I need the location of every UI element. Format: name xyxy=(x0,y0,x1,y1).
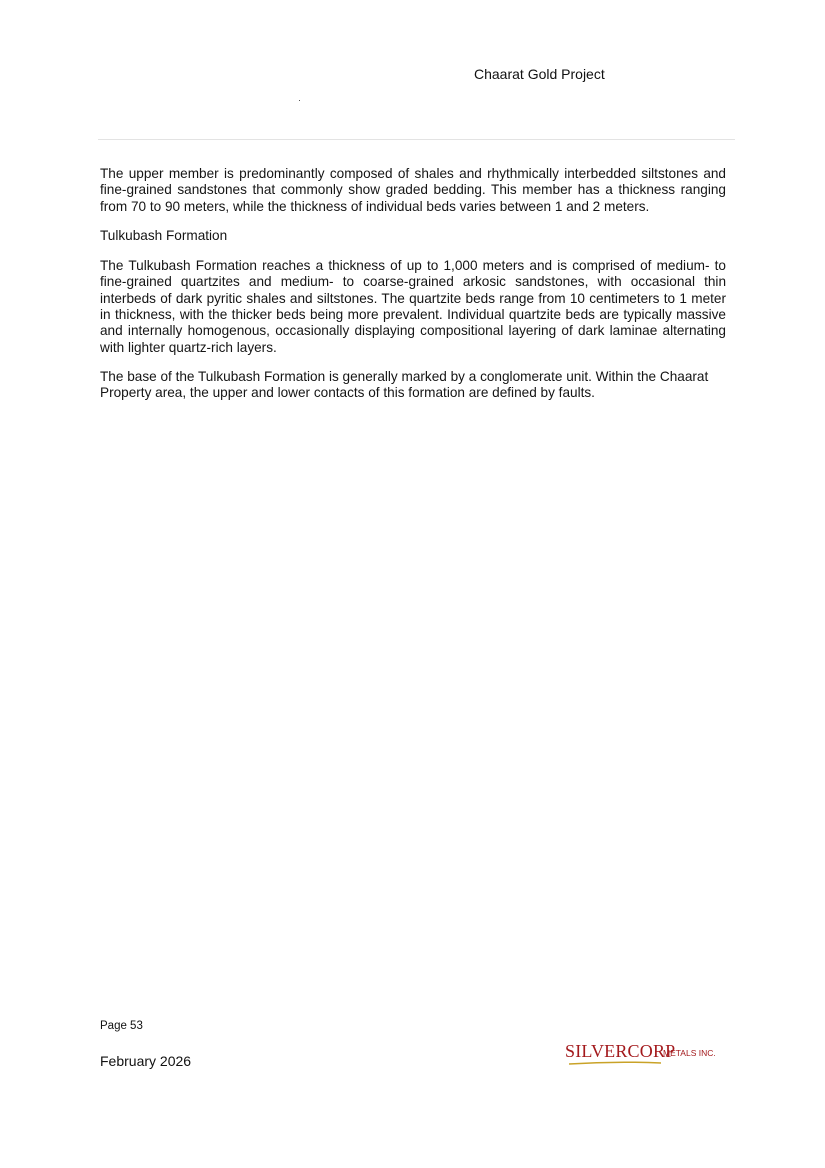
paragraph-tulkubash-description: The Tulkubash Formation reaches a thickness of up to 1,000 meters and is comprised of medium- to fine-grained quartzites and medium- to coarse-grained arkosic sandstones, with occasional thin interbeds of dark pyritic shales and siltstones. The quartzite beds range from 10 centimeters to 1 meter in thickness, with the thicker beds being more prevalent. Individual quartzite beds are typically massive and internally homogenous, occasionally displaying compositional layering of dark laminae alternating with lighter quartz-rich layers. xyxy=(100,258,726,355)
document-date: February 2026 xyxy=(100,1053,192,1069)
document-body xyxy=(100,166,726,415)
header-dot-mark xyxy=(299,100,300,101)
logo-subtitle: METALS INC. xyxy=(663,1048,716,1058)
header-divider xyxy=(98,139,735,140)
header-project-title: Chaarat Gold Project xyxy=(474,66,605,82)
paragraph-upper-member: The upper member is predominantly composed of shales and rhythmically interbedded siltstones and fine-grained sandstones that commonly show graded bedding. This member has a thickness ranging from 70 to 90 meters, while the thickness of individual beds varies between 1 and 2 meters. xyxy=(100,166,726,214)
logo-swoosh-icon xyxy=(569,1061,661,1065)
page-number: Page 53 xyxy=(100,1020,143,1032)
company-logo xyxy=(565,1041,725,1067)
logo-wordmark: SILVERCORP xyxy=(565,1041,676,1061)
section-heading: Tulkubash Formation xyxy=(100,227,228,243)
paragraph-tulkubash-base: The base of the Tulkubash Formation is generally marked by a conglomerate unit. Within the Chaarat Property area, the upper and lower contacts of this formation are defined by faults. xyxy=(100,368,709,401)
